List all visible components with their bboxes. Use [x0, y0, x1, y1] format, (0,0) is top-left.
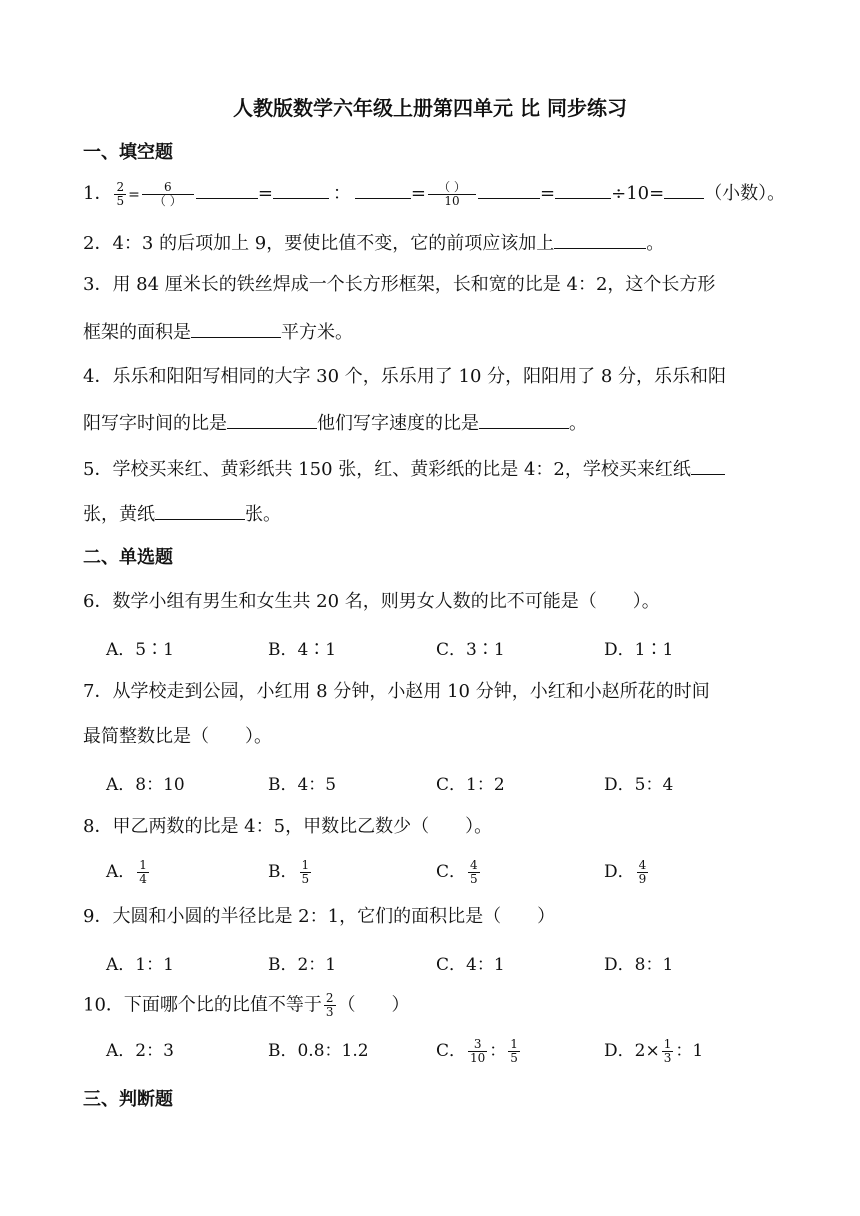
- option-d[interactable]: D．5：4: [604, 775, 674, 795]
- answer-blank[interactable]: [478, 180, 540, 199]
- answer-blank[interactable]: [155, 501, 245, 520]
- answer-blank[interactable]: [554, 230, 646, 249]
- question-6: 6．数学小组有男生和女生共 20 名，则男女人数的比不可能是（ ）。: [83, 591, 660, 612]
- question-1: 1． $\frac{2}{5}$ = $\frac{6}{( )}$ = ： = $\frac{( )}{10}$ = ÷10= （小数）。: [83, 179, 786, 208]
- q8-options: [83, 857, 783, 893]
- q1-fraction-blank-numerator: $\frac{( )}{10}$: [428, 181, 476, 208]
- question-3-line-2: 框架的面积是 平方米。: [83, 319, 353, 345]
- option-a[interactable]: A． $\frac{1}{4}$: [106, 858, 147, 886]
- option-d[interactable]: D．1∶1: [604, 640, 674, 660]
- answer-blank[interactable]: [355, 180, 411, 199]
- question-9: 9．大圆和小圆的半径比是 2：1，它们的面积比是（ ）: [83, 906, 556, 927]
- question-4-line-1: 4．乐乐和阳阳写相同的大字 30 个，乐乐用了 10 分，阳阳用了 8 分，乐乐和阳: [83, 366, 727, 387]
- option-d[interactable]: D．2× $\frac{1}{3}$ ：1: [604, 1037, 704, 1065]
- option-c[interactable]: C．1：2: [436, 775, 505, 795]
- section-true-false: 三、判断题: [83, 1089, 173, 1110]
- question-2: 2．4：3 的后项加上 9，要使比值不变，它的前项应该加上 。: [83, 230, 664, 256]
- option-c[interactable]: C． $\frac{3}{10}$ ： $\frac{1}{5}$: [436, 1037, 518, 1065]
- answer-blank[interactable]: [555, 180, 611, 199]
- option-d[interactable]: D． $\frac{4}{9}$: [604, 858, 647, 886]
- page-title: 人教版数学六年级上册第四单元 比 同步练习: [233, 96, 627, 120]
- answer-blank[interactable]: [273, 180, 329, 199]
- option-a[interactable]: A．8：10: [106, 775, 185, 795]
- option-b[interactable]: B．2：1: [268, 955, 337, 975]
- option-c[interactable]: C．4：1: [436, 955, 505, 975]
- q10-fraction: $\frac{2}{3}$: [325, 991, 334, 1019]
- q1-fraction-given: $\frac{2}{5}$: [116, 179, 125, 208]
- q1-fraction-blank-denominator: $\frac{6}{( )}$: [142, 181, 194, 208]
- option-a[interactable]: A．5∶1: [106, 640, 174, 660]
- question-5-line-1: 5．学校买来红、黄彩纸共 150 张，红、黄彩纸的比是 4：2，学校买来红纸: [83, 456, 725, 482]
- option-b[interactable]: B． $\frac{1}{5}$: [268, 858, 310, 886]
- option-b[interactable]: B．4：5: [268, 775, 337, 795]
- option-b[interactable]: B．0.8：1.2: [268, 1041, 369, 1061]
- q7-options: [83, 770, 783, 794]
- option-c[interactable]: C． $\frac{4}{5}$: [436, 858, 478, 886]
- q10-options: [83, 1036, 783, 1072]
- question-8: 8．甲乙两数的比是 4：5，甲数比乙数少（ ）。: [83, 816, 493, 837]
- q1-number: 1．: [83, 183, 113, 204]
- answer-blank[interactable]: [691, 456, 725, 475]
- option-c[interactable]: C．3∶1: [436, 640, 505, 660]
- question-3-line-1: 3．用 84 厘米长的铁丝焊成一个长方形框架，长和宽的比是 4：2，这个长方形: [83, 274, 716, 295]
- option-d[interactable]: D．8：1: [604, 955, 674, 975]
- option-a[interactable]: A．1：1: [106, 955, 174, 975]
- question-5-line-2: 张，黄纸 张。: [83, 501, 281, 527]
- answer-blank[interactable]: [479, 410, 569, 429]
- option-b[interactable]: B．4∶1: [268, 640, 337, 660]
- answer-blank[interactable]: [191, 319, 281, 338]
- section-fill-in: 一、填空题: [83, 142, 173, 163]
- q9-options: [83, 950, 783, 974]
- question-7-line-2: 最简整数比是（ ）。: [83, 726, 272, 747]
- q6-options: [83, 635, 783, 659]
- section-single-choice: 二、单选题: [83, 547, 173, 568]
- question-4-line-2: 阳写字时间的比是 他们写字速度的比是 。: [83, 410, 587, 436]
- answer-blank[interactable]: [664, 180, 704, 199]
- answer-blank[interactable]: [227, 410, 317, 429]
- question-10: 10．下面哪个比的比值不等于 $\frac{2}{3}$ （ ）: [83, 991, 410, 1019]
- answer-blank[interactable]: [196, 180, 258, 199]
- option-a[interactable]: A．2：3: [106, 1041, 174, 1061]
- question-7-line-1: 7．从学校走到公园，小红用 8 分钟，小赵用 10 分钟，小红和小赵所花的时间: [83, 681, 710, 702]
